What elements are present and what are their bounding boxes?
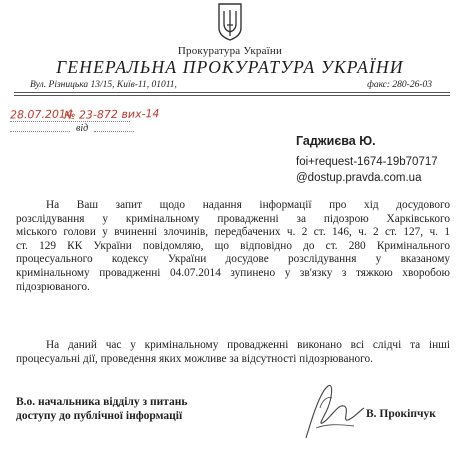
recipient-email-line2: @dostup.pravda.com.ua — [296, 172, 422, 184]
registration-dotted-line — [10, 131, 70, 132]
org-address: Вул. Різницька 13/15, Київ-11, 01011, — [30, 80, 177, 90]
org-name-heading: ГЕНЕРАЛЬНА ПРОКУРАТУРА УКРАЇНИ — [56, 57, 404, 77]
trident-emblem-icon — [216, 2, 244, 42]
registration-date: 28.07.2014 — [9, 107, 74, 122]
registration-dotted-line — [94, 131, 134, 132]
body-line: На даний час у кримінальному провадженні виконано всі слідчі та інші — [46, 339, 450, 351]
body-line: процесуальні дії, проведення яких можливе за відсутності підозрюваного. — [16, 352, 374, 365]
body-line: ст. 129 КК України повідомляю, що відповідно до ст. 280 Кримінального — [16, 239, 450, 252]
org-fax: факс: 280-26-03 — [367, 80, 432, 90]
body-paragraph-2 — [16, 339, 450, 366]
letterhead-rule-bottom — [14, 95, 450, 96]
letterhead-rule-top — [14, 92, 450, 93]
signatory-name: В. Прокіпчук — [366, 408, 436, 420]
body-line: міського голови у вчиненні злочинів, передбачених ч. 2 ст. 146, ч. 2 ст. 127, ч. 1 — [16, 226, 450, 239]
handwritten-signature — [298, 378, 370, 448]
registration-from-label: від — [76, 123, 89, 134]
registration-dotted-line — [10, 121, 130, 122]
body-line: розслідування у кримінальному провадженні за підозрою Харківського — [16, 212, 450, 225]
recipient-name: Гаджиєва Ю. — [296, 134, 376, 148]
org-name-small: Прокуратура України — [177, 45, 283, 57]
body-line: процесуального кодексу України досудове розслідування у вказаному — [16, 253, 450, 266]
recipient-email-line1: foi+request-1674-19b70717 — [296, 156, 438, 168]
registration-number: № 23-872 вих-14 — [63, 107, 160, 122]
signatory-title-line1: В.о. начальника відділу з питань — [16, 396, 188, 408]
signatory-title-line2: доступу до публічної інформації — [16, 410, 183, 422]
body-line: На Ваш запит щодо надання інформації про хід досудового — [46, 199, 450, 211]
body-paragraph-1 — [16, 199, 450, 294]
body-line: кримінальному провадженні 04.07.2014 зупинено у зв'язку з тяжкою хворобою — [16, 266, 450, 279]
body-line: підозрюваного. — [16, 280, 90, 293]
